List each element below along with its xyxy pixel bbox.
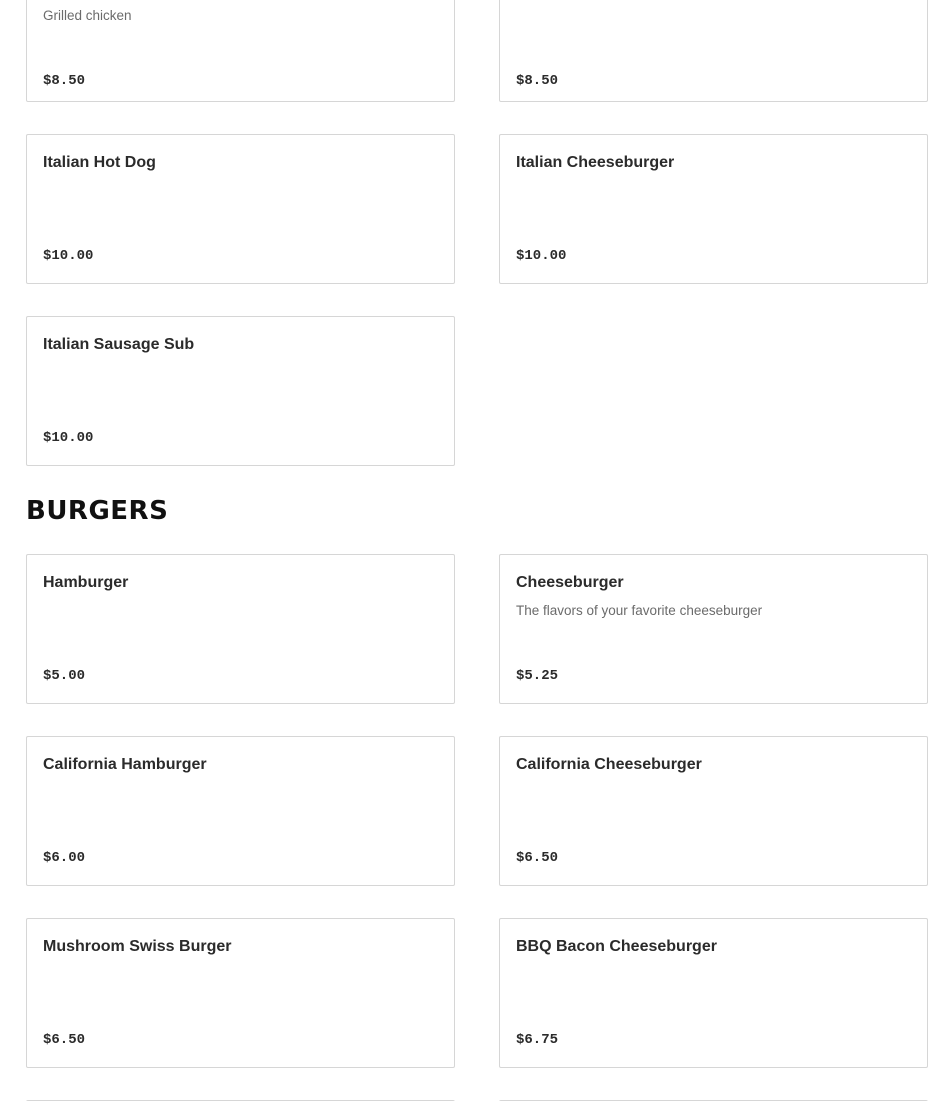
menu-item-price: $6.75 <box>516 1032 559 1048</box>
menu-item-name: California Hamburger <box>43 756 207 773</box>
menu-item-card-california-cheeseburger[interactable] <box>499 736 928 886</box>
menu-item-card-italian-hot-dog[interactable] <box>26 134 455 284</box>
menu-item-price: $6.00 <box>43 850 86 866</box>
menu-item-card-italian-cheeseburger[interactable] <box>499 134 928 284</box>
menu-item-card-italian-sausage-sub[interactable] <box>26 316 455 466</box>
menu-item-card-hamburger[interactable] <box>26 554 455 704</box>
menu-item-name: Italian Sausage Sub <box>43 336 195 353</box>
menu-item-name: Cheeseburger <box>516 574 624 591</box>
menu-item-name: California Cheeseburger <box>516 756 702 773</box>
section-title-burgers: BURGERS <box>26 496 169 526</box>
menu-item-price: $10.00 <box>516 248 567 264</box>
menu-item-description: Grilled chicken <box>43 8 132 23</box>
menu-item-card[interactable] <box>26 0 455 102</box>
menu-item-price: $10.00 <box>43 430 94 446</box>
menu-item-description: The flavors of your favorite cheeseburger <box>516 603 763 618</box>
menu-item-price: $6.50 <box>43 1032 86 1048</box>
menu-item-name: Italian Cheeseburger <box>516 154 675 171</box>
menu-item-card-bbq-bacon-cheeseburger[interactable] <box>499 918 928 1068</box>
menu-item-price: $8.50 <box>516 73 559 89</box>
menu-item-name: BBQ Bacon Cheeseburger <box>516 938 717 955</box>
menu-item-card-cheeseburger[interactable] <box>499 554 928 704</box>
menu-item-name: Hamburger <box>43 574 129 591</box>
menu-item-price: $6.50 <box>516 850 559 866</box>
menu-item-name: Italian Hot Dog <box>43 154 156 171</box>
menu-item-price: $8.50 <box>43 73 86 89</box>
menu-item-card-mushroom-swiss-burger[interactable] <box>26 918 455 1068</box>
menu-item-price: $5.25 <box>516 668 559 684</box>
menu-item-card[interactable] <box>499 0 928 102</box>
menu-item-name: Mushroom Swiss Burger <box>43 938 232 955</box>
menu-item-price: $5.00 <box>43 668 86 684</box>
menu-item-card-california-hamburger[interactable] <box>26 736 455 886</box>
menu-item-price: $10.00 <box>43 248 94 264</box>
